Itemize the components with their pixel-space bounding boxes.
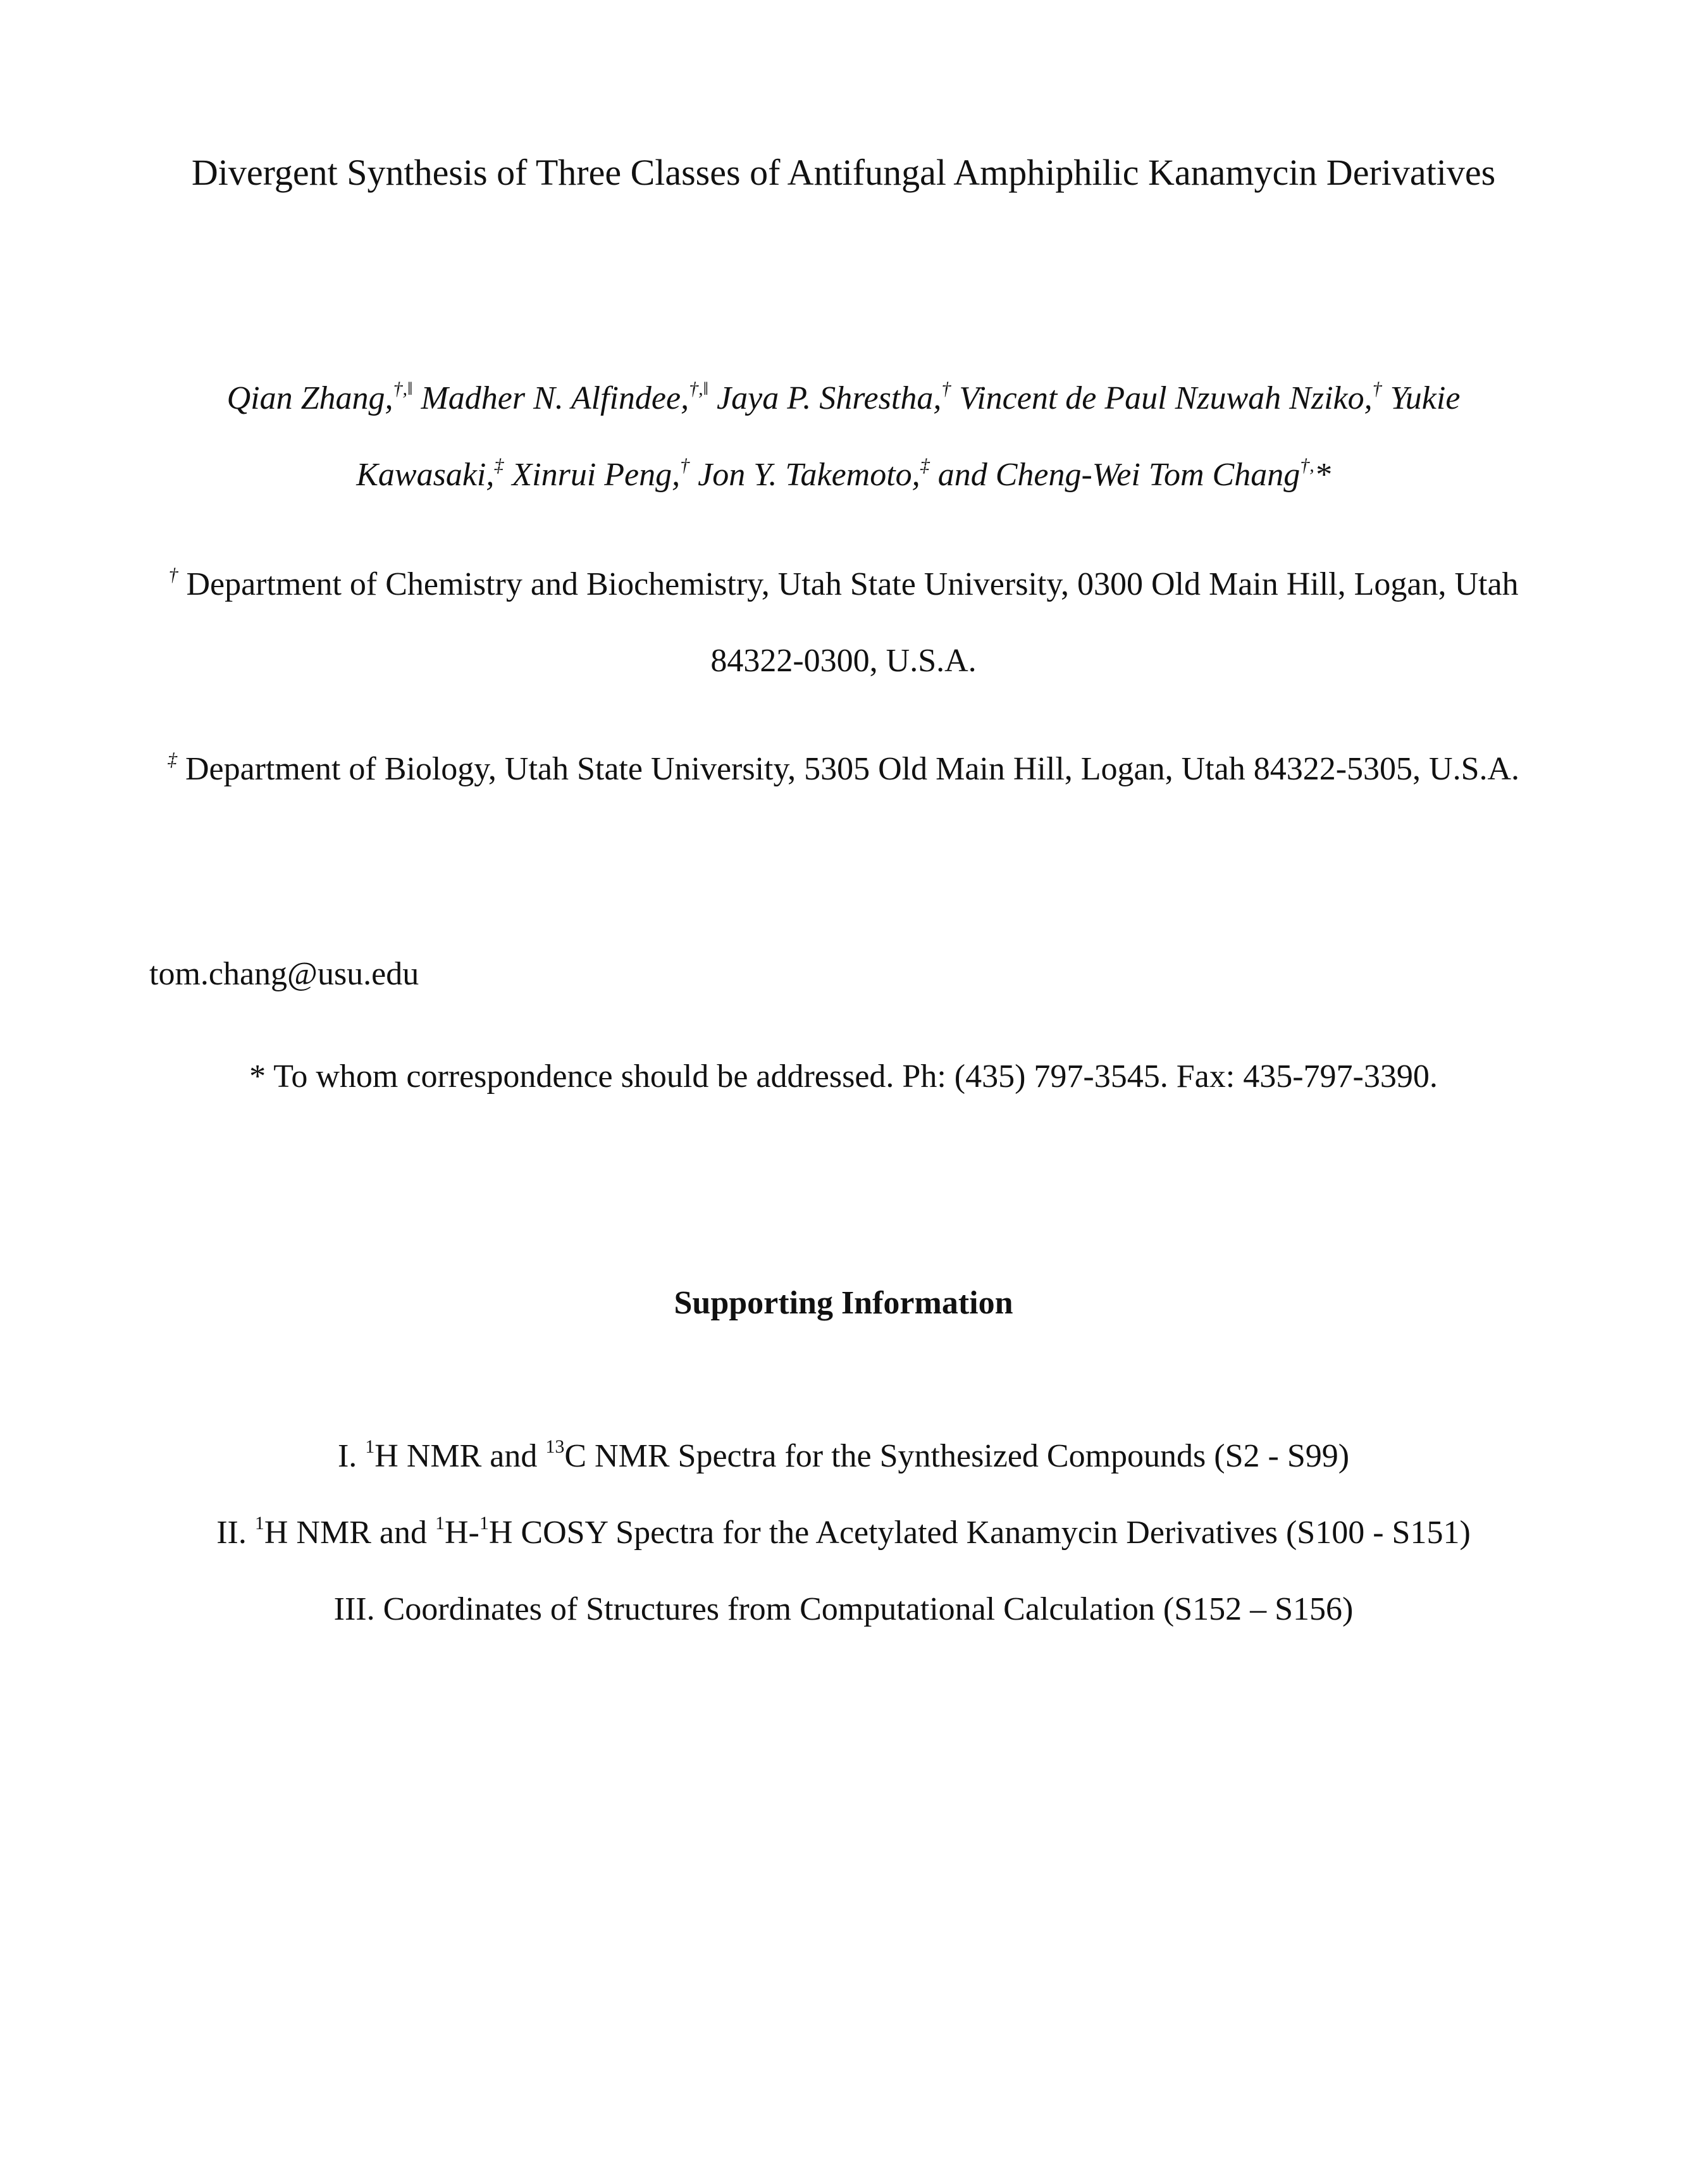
- author-list-line-2: [0, 456, 1687, 494]
- affiliation-symbol: ‡: [167, 748, 177, 770]
- isotope-superscript: 1: [365, 1436, 375, 1457]
- affiliation-marker: †,: [1300, 454, 1314, 476]
- author-name: Yukie: [1390, 380, 1461, 416]
- affiliation-marker: †,‖: [393, 378, 413, 399]
- affiliation-marker: †: [1372, 378, 1382, 399]
- contact-email: tom.chang@usu.edu: [149, 956, 419, 992]
- item-prefix: II.: [216, 1515, 247, 1551]
- author-list-line-1: [0, 380, 1687, 418]
- author-name: Jaya P. Shrestha,: [717, 380, 942, 416]
- item-text: H COSY Spectra for the Acetylated Kanamycin Derivatives (S100 - S151): [488, 1515, 1471, 1551]
- author-name: Madher N. Alfindee,: [421, 380, 689, 416]
- author-name: Kawasaki,: [356, 457, 495, 493]
- affiliation-text: Department of Chemistry and Biochemistry, Utah State University, 0300 Old Main Hill, Logan, Utah: [186, 566, 1519, 602]
- affiliation-1-line-2: 84322-0300, U.S.A.: [710, 643, 977, 679]
- paper-title: Divergent Synthesis of Three Classes of Antifungal Amphiphilic Kanamycin Derivatives: [191, 152, 1496, 193]
- isotope-superscript: 1: [254, 1512, 264, 1534]
- corresponding-author-star: *: [1314, 457, 1331, 493]
- supporting-info-heading: Supporting Information: [674, 1285, 1013, 1321]
- item-text: H-: [444, 1515, 479, 1551]
- item-prefix: I.: [337, 1438, 357, 1474]
- author-name: Cheng-Wei Tom Chang: [995, 457, 1301, 493]
- isotope-superscript: 13: [545, 1436, 565, 1457]
- affiliation-marker: †,‖: [689, 378, 709, 399]
- author-name: Vincent de Paul Nzuwah Nziko,: [959, 380, 1373, 416]
- isotope-superscript: 1: [479, 1512, 489, 1534]
- item-text: H NMR and: [264, 1515, 427, 1551]
- affiliation-symbol: †: [168, 564, 178, 585]
- correspondence-note: * To whom correspondence should be addressed. Ph: (435) 797-3545. Fax: 435-797-3390.: [249, 1058, 1438, 1095]
- item-text: C NMR Spectra for the Synthesized Compounds (S2 - S99): [564, 1438, 1350, 1474]
- affiliation-marker: †: [941, 378, 951, 399]
- isotope-superscript: 1: [435, 1512, 445, 1534]
- author-name: Jon Y. Takemoto,: [698, 457, 920, 493]
- supporting-item-2: [0, 1514, 1687, 1552]
- affiliation-2: [0, 750, 1687, 788]
- affiliation-text: Department of Biology, Utah State University, 5305 Old Main Hill, Logan, Utah 84322-5305, U.S.A.: [185, 751, 1520, 787]
- author-name: Qian Zhang,: [226, 380, 393, 416]
- affiliation-1-line-1: [0, 566, 1687, 604]
- author-name: Xinrui Peng,: [512, 457, 681, 493]
- item-text: H NMR and: [374, 1438, 538, 1474]
- affiliation-marker: †: [680, 454, 690, 476]
- supporting-item-3: III. Coordinates of Structures from Computational Calculation (S152 – S156): [333, 1591, 1354, 1627]
- author-connector: and: [937, 457, 987, 493]
- supporting-item-1: [0, 1437, 1687, 1475]
- affiliation-marker: ‡: [494, 454, 504, 476]
- affiliation-marker: ‡: [920, 454, 930, 476]
